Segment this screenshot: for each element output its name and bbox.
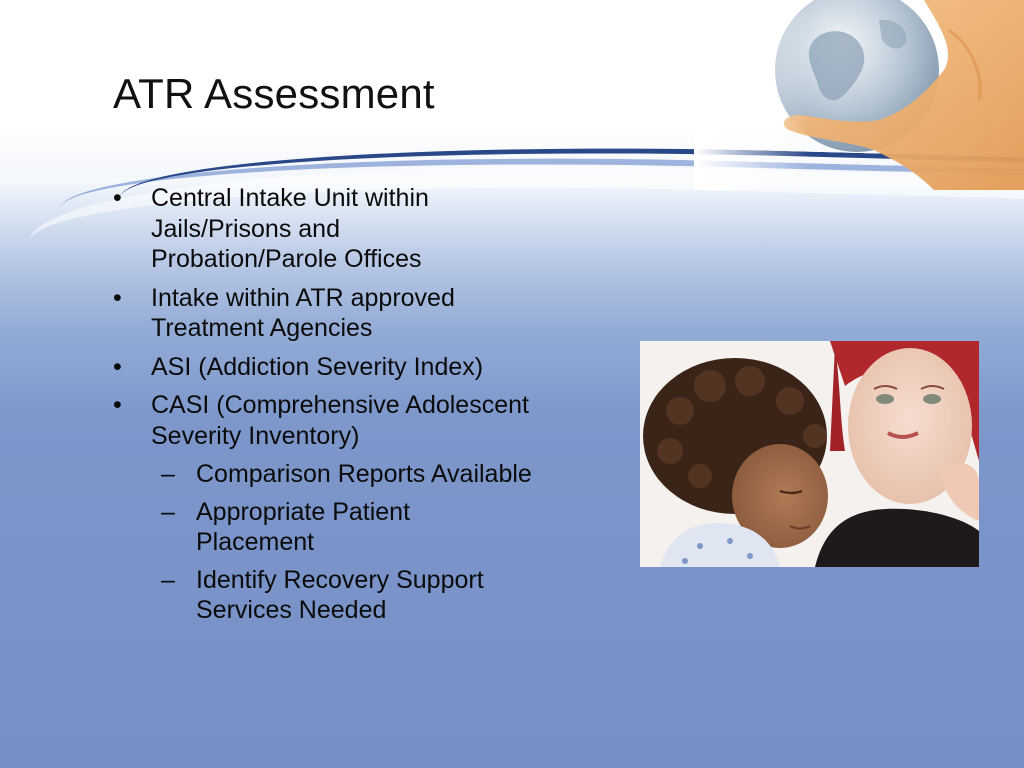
sub-bullet-text: Appropriate Patient Placement [196,497,411,556]
sub-bullet-item [151,497,533,558]
bullet-text: ASI (Addiction Severity Index) [151,352,484,381]
sub-bullet-item [151,459,533,490]
globe-in-hand-image [694,0,1024,190]
bullet-marker: • [113,391,122,419]
bullet-text: Intake within ATR approved Treatment Agencies [151,283,455,342]
sub-bullet-marker: – [161,460,175,488]
bullet-item [113,390,533,626]
bullet-marker: • [113,283,122,312]
slide-title: ATR Assessment [113,70,435,117]
bullet-text: Central Intake Unit within Jails/Prisons and Probation/Parole Offices [151,184,429,273]
bullet-marker: • [113,352,122,381]
sub-bullet-text: Comparison Reports Available [196,460,532,488]
photo-illustration [640,341,979,567]
bullet-text: CASI (Comprehensive Adolescent Severity Inventory) [151,391,529,450]
sub-bullet-marker: – [161,497,175,526]
bullet-item [113,352,533,383]
sub-bullet-text: Identify Recovery Support Services Needed [196,565,484,624]
woman-and-child-photo [640,341,979,567]
sub-bullet-marker: – [161,565,175,594]
bullet-list [113,183,533,634]
sub-bullet-list [151,459,533,626]
sub-bullet-item [151,565,533,626]
bullet-item [113,183,533,275]
bullet-marker: • [113,184,122,212]
bullet-item [113,283,533,344]
